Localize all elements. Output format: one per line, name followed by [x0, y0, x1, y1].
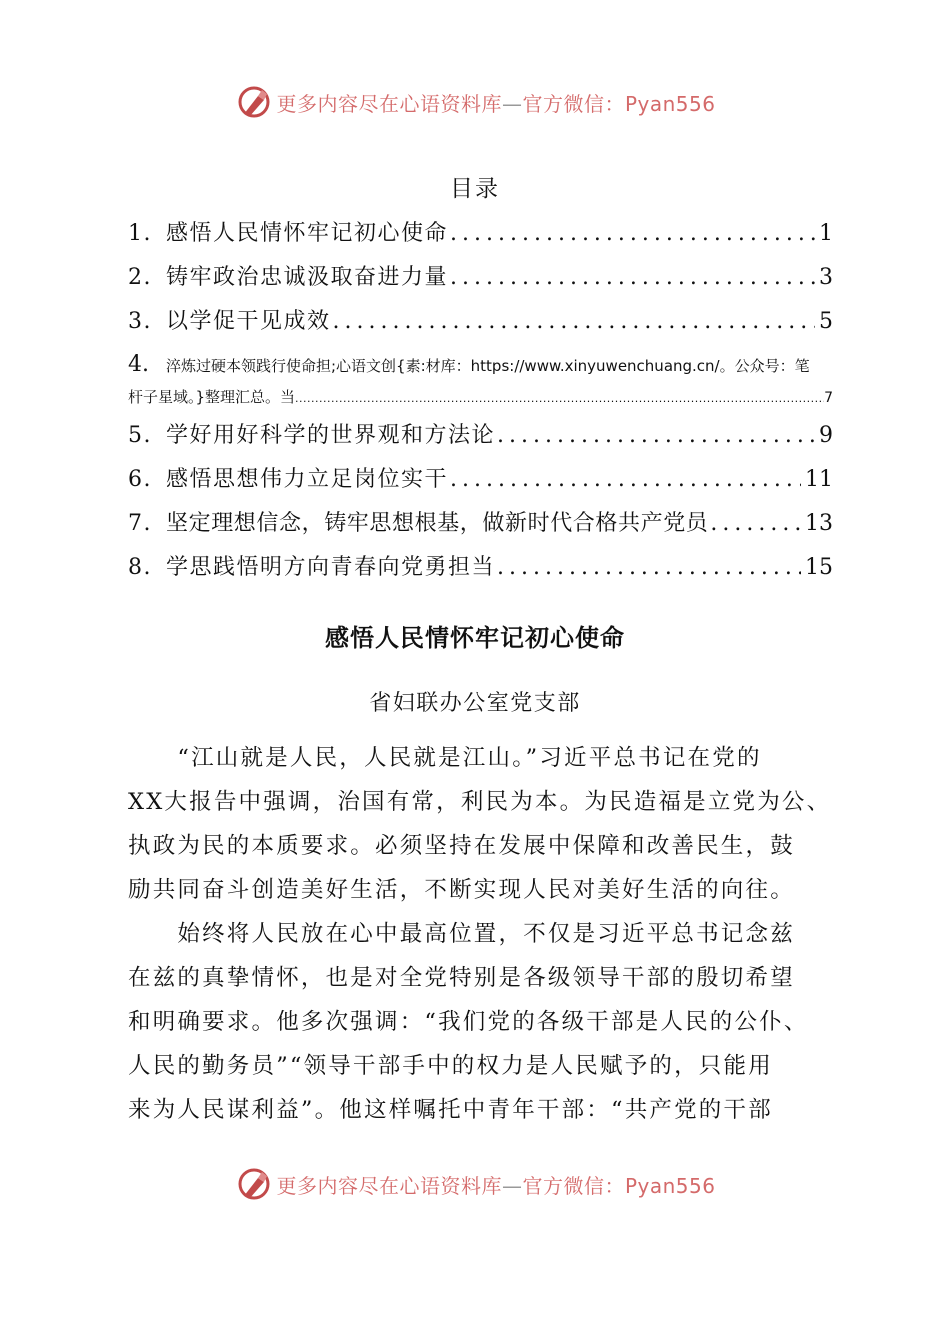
toc-title: 目录 — [450, 176, 500, 202]
header-banner-text: 更多内容尽在心语资料库—官方微信：Pyan556 — [276, 91, 716, 116]
toc-item-6[interactable]: 6. 感悟思想伟力立足岗位实干 ..... 11 — [128, 462, 833, 496]
toc-item-3[interactable]: 3. 以学促干见成效 ..... 5 — [128, 304, 833, 338]
footer-banner-text: 更多内容尽在心语资料库—官方微信：Pyan556 — [276, 1173, 716, 1198]
footer-banner — [0, 1162, 950, 1206]
toc-item-2[interactable]: 2. 铸牢政治忠诚汲取奋进力量 ..... 3 — [128, 260, 833, 294]
toc-item-7[interactable]: 7. 坚定理想信念，铸牢思想根基，做新时代合格共产党员 ..... 13 — [128, 506, 833, 540]
toc-item-1[interactable]: 1. 感悟人民情怀牢记初心使命 ..... 1 — [128, 216, 833, 250]
pen-nib-logo-icon — [234, 82, 274, 122]
toc-leader-dots — [450, 265, 815, 290]
article-title: 感悟人民情怀牢记初心使命 — [325, 623, 625, 652]
toc-item-5[interactable]: 5. 学好用好科学的世界观和方法论 ..... 9 — [128, 418, 833, 452]
article-paragraph-1: “江山就是人民，人民就是江山。”习近平总书记在党的 XX大报告中强调，治国有常，利民为本。为民造福是立党为公、 执政为民的本质要求。必须坚持在发展中保障和改善民生，鼓 励共同奋斗创造美好生活，不断实现人民对美好生活的向往。 — [128, 745, 832, 903]
pen-nib-logo-icon — [234, 1164, 274, 1204]
toc-leader-dots — [333, 309, 815, 334]
toc-leader-dots — [710, 511, 801, 536]
article-author: 省妇联办公室党支部 — [369, 691, 581, 716]
article-paragraph-2: 始终将人民放在心中最高位置，不仅是习近平总书记念兹 在兹的真挚情怀，也是对全党特别是各级领导干部的殷切希望 和明确要求。他多次强调：“我们党的各级干部是人民的公仆、 人民的勤务员”“领导干部手中的权力是人民赋予的，只能用 来为人民谋利益”。他这样嘱托中青年干部：“共产党的干部 — [128, 921, 809, 1123]
toc-leader-dots — [450, 221, 815, 246]
header-banner — [0, 80, 950, 124]
toc-leader-dots — [497, 423, 815, 448]
toc-item-8[interactable]: 8. 学思践悟明方向青春向党勇担当 ..... 15 — [128, 550, 833, 584]
toc-leader-dots — [295, 392, 824, 405]
toc-leader-dots — [497, 555, 801, 580]
toc-leader-dots — [450, 467, 801, 492]
